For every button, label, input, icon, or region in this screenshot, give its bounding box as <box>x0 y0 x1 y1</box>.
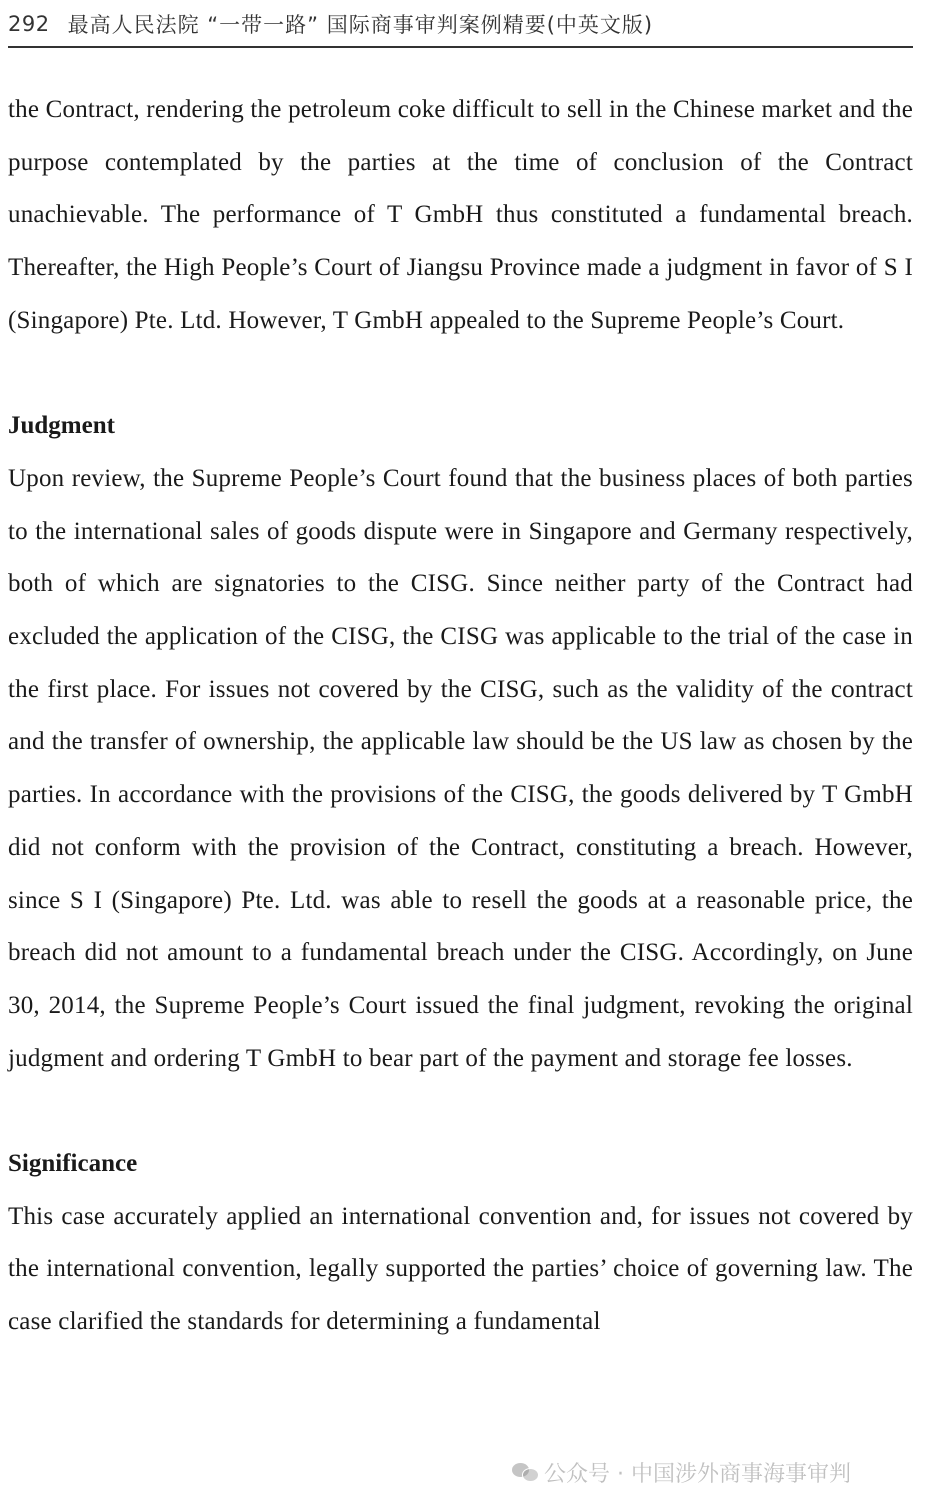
section-gap <box>8 1085 913 1138</box>
judgment-paragraph: Upon review, the Supreme People’s Court found that the business places of both parties to the international sales of goods dispute were in Singapore and Germany respectively, both of which are signatories to the CISG. Since neither party of the Contract had excluded the application of the CISG, the CISG was applicable to the trial of the case in the first place. For issues not covered by the CISG, such as the validity of the contract and the transfer of ownership, the applicable law should be the US law as chosen by the parties. In accordance with the provisions of the CISG, the goods delivered by T GmbH did not conform with the provision of the Contract, constituting a breach. However, since S I (Singapore) Pte. Ltd. was able to resell the goods at a reasonable price, the breach did not amount to a fundamental breach under the CISG. Accordingly, on June 30, 2014, the Supreme People’s Court issued the final judgment, revoking the original judgment and ordering T GmbH to bear part of the payment and storage fee losses. <box>8 464 913 1072</box>
book-title: 最高人民法院 “一带一路” 国际商事审判案例精要(中英文版) <box>67 13 654 37</box>
intro-paragraph: the Contract, rendering the petroleum coke difficult to sell in the Chinese market and the purpose contemplated by the parties at the time of conclusion of the Contract unachievable. The performance of T GmbH thus constituted a fundamental breach. Thereafter, the High People’s Court of Jiangsu Province made a judgment in favor of S I (Singapore) Pte. Ltd. However, T GmbH appealed to the Supreme People’s Court. <box>8 96 913 334</box>
watermark-text: 公众号 · 中国涉外商事海事审判 <box>544 1461 851 1487</box>
section-gap <box>8 348 913 401</box>
judgment-heading: Judgment <box>8 412 115 440</box>
page-content <box>8 84 913 1349</box>
significance-heading: Significance <box>8 1150 138 1178</box>
page-header <box>8 8 913 48</box>
page-number: 292 <box>8 12 50 36</box>
watermark <box>512 1452 851 1492</box>
significance-paragraph: This case accurately applied an international convention and, for issues not covered by the international convention, legally supported the parties’ choice of governing law. The case clarified the standards for determining a fundamental <box>8 1202 913 1336</box>
wechat-icon <box>512 1461 538 1483</box>
